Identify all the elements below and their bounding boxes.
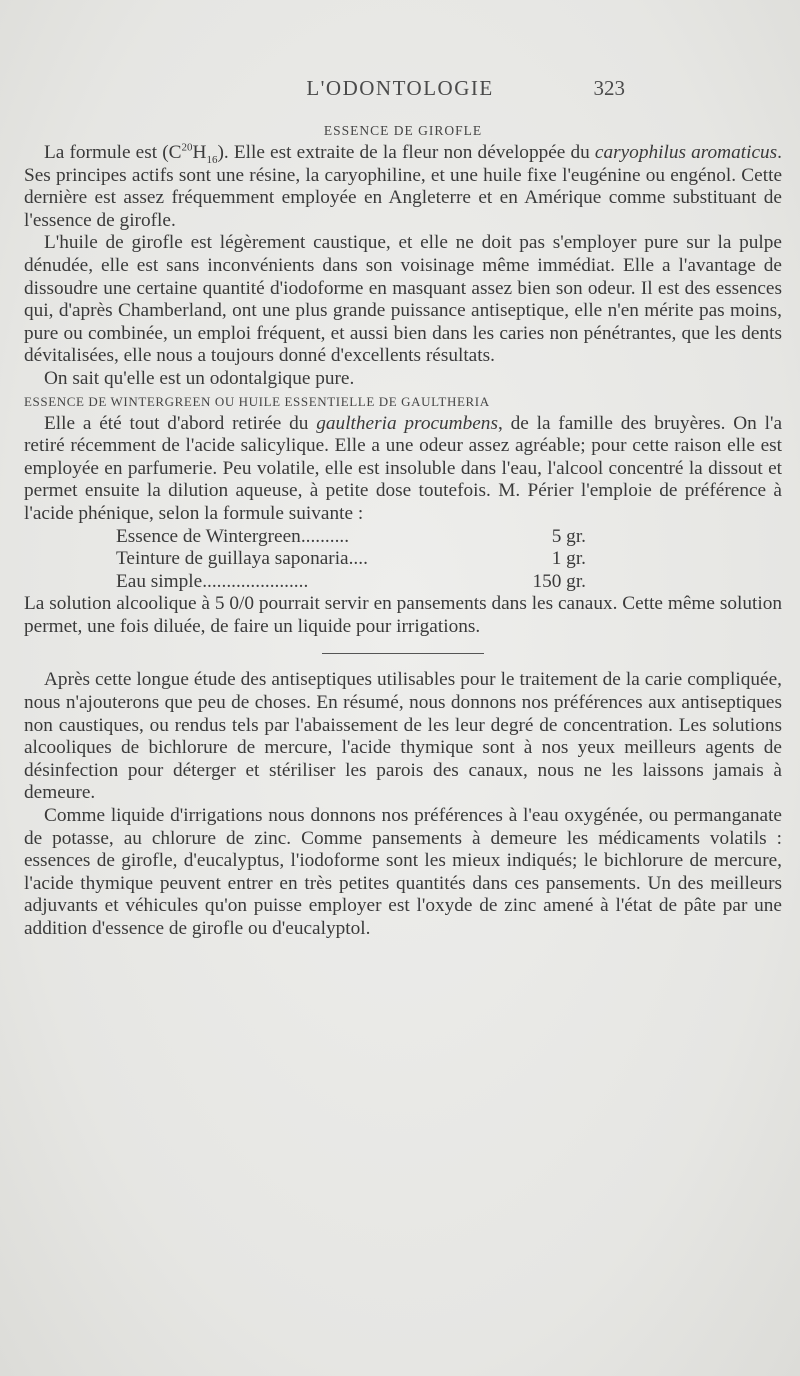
paragraph: L'huile de girofle est légèrement caustique, et elle ne doit pas s'employer pure sur la pulpe dénudée, elle est sans inconvénients dans son voisinage même immédiat. Elle a l'avantage de dissoudre une certaine quantité d'iodoforme en masquant assez bien son odeur. Il est des essences qui, d'après Chamberland, ont une plus grande puissance antiseptique, elle n'en mérite pas moins, pure ou combinée, un emploi fréquent, et aussi bien dans les caries non pénétrantes, que les dents dévitalisées, elle nous a toujours donné d'excellents résultats.: [24, 232, 782, 367]
leader-dots: ....: [348, 548, 368, 570]
recipe-quantity: 1 gr.: [551, 548, 586, 570]
text-run: Elle a été tout d'abord retirée du: [44, 412, 317, 434]
superscript: 20: [181, 141, 193, 154]
paragraph: La solution alcoolique à 5 0/0 pourrait servir en pansements dans les canaux. Cette même solution permet, une fois diluée, de faire un liquide pour irrigations.: [24, 593, 782, 637]
recipe-ingredient: Essence de Wintergreen: [116, 525, 301, 547]
leader-dots: ......................: [202, 570, 309, 592]
page-header: [0, 76, 800, 106]
leader-dots: ..........: [300, 525, 350, 547]
recipe-ingredient: Teinture de guillaya saponaria: [116, 548, 349, 570]
paragraph: Après cette longue étude des antiseptiques utilisables pour le traitement de la carie compliquée, nous n'ajouterons que peu de choses. En résumé, nous donnons nos préférences aux antiseptiques non caustiques, ou rendus tels par l'abaissement de les leur degré de concentration. Les solutions alcooliques de bichlorure de mercure, l'acide thymique sont à nos yeux meilleurs agents de désinfection pour déterger et stériliser les parois des canaux, nous ne les laissons jamais à demeure.: [24, 669, 782, 804]
recipe-row: [116, 571, 586, 594]
paragraph: [24, 142, 782, 232]
recipe-row: [116, 526, 586, 549]
body-text: [24, 120, 782, 941]
recipe-quantity: 5 gr.: [551, 525, 586, 547]
recipe-row: [116, 548, 586, 571]
section-heading-girofle: ESSENCE DE GIROFLE: [323, 123, 483, 138]
text-run: ). Elle est extraite de la fleur non développée du: [217, 142, 595, 163]
text-run: La formule est (C: [44, 142, 182, 163]
section-divider: [322, 653, 484, 654]
italic-term: caryophilus aromaticus: [594, 142, 778, 163]
text-run: . Ses principes actifs sont une résine, la caryophiline, et une huile fixe l'eugénine ou engénol. Cette dernière est assez fréquemment employée en Angleterre et en Amérique comme substituant de l'essence de girofle.: [24, 142, 782, 231]
text-run: H: [192, 142, 207, 163]
italic-term: gaultheria procumbens: [316, 412, 498, 434]
recipe-quantity: 150 gr.: [532, 570, 586, 592]
section-heading-wintergreen: ESSENCE DE WINTERGREEN OU HUILE ESSENTIELLE DE GAULTHERIA: [24, 393, 490, 409]
paragraph: [24, 413, 782, 526]
recipe-formula: [24, 526, 586, 594]
paragraph: On sait qu'elle est un odontalgique pure.: [44, 367, 355, 389]
paragraph: Comme liquide d'irrigations nous donnons nos préférences à l'eau oxygénée, ou permanganate de potasse, au chlorure de zinc. Comme pansements à demeure les médicaments volatils : essences de girofle, d'eucalyptus, l'iodoforme sont les mieux indiqués; le bichlorure de mercure, l'acide thymique peuvent entrer en très petites quantités dans ces pansements. Un des meilleurs adjuvants et véhicules qu'on puisse employer est l'oxyde de zinc amené à l'état de pâte par une addition d'essence de girofle ou d'eucalyptol.: [24, 805, 782, 939]
running-title: L'ODONTOLOGIE: [306, 76, 494, 100]
recipe-ingredient: Eau simple: [116, 570, 203, 592]
subscript: 16: [206, 153, 218, 166]
page-number: 323: [593, 76, 625, 100]
text-run: , de la famille des bruyères. On l'a retiré récemment de l'acide salicylique. Elle a une odeur assez agréable; pour cette raison elle est employée en parfumerie. Peu volatile, elle est insoluble dans l'eau, l'alcool concentré la dissout et permet ensuite la dilution aqueuse, à petite dose toutefois. M. Périer l'emploie de préférence à l'acide phénique, selon la formule suivante :: [24, 412, 783, 524]
